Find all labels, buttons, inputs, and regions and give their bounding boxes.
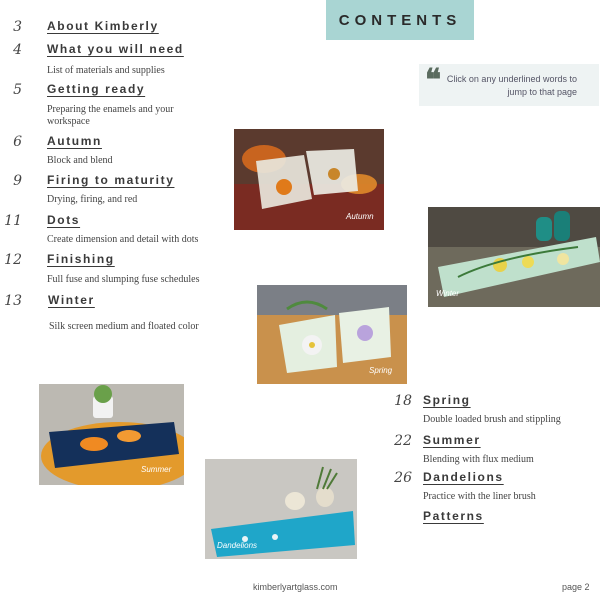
toc-page-number: 13 [4,293,22,309]
toc-item-getting-ready [0,82,300,132]
toc-item-finishing [0,252,250,288]
toc-link-what-you-will-need[interactable]: What you will need [47,42,184,56]
toc-description: Preparing the enamels and your workspace [47,104,174,127]
photo-caption: Spring [369,366,393,375]
photo-caption: Summer [141,465,172,474]
toc-link-patterns[interactable]: Patterns [423,509,484,523]
toc-item-what-you-will-need [0,42,300,78]
toc-link-dots[interactable]: Dots [47,213,81,227]
toc-link-about-kimberly[interactable]: About Kimberly [47,19,159,33]
toc-link-getting-ready[interactable]: Getting ready [47,82,146,96]
toc-page-number: 4 [13,42,22,58]
toc-item-dandelions [390,470,595,506]
page-title: CONTENTS [338,11,462,29]
toc-description: Blending with flux medium [423,454,534,465]
toc-description: Practice with the liner brush [423,491,536,502]
toc-item-winter [0,293,250,333]
toc-link-finishing[interactable]: Finishing [47,252,115,266]
photo-caption: Dandelions [217,541,258,550]
toc-description: Full fuse and slumping fuse schedules [47,274,200,285]
toc-link-autumn[interactable]: Autumn [47,134,102,148]
spring-photo-image [257,285,407,384]
photo-caption: Autumn [346,212,374,221]
tip-box [419,64,599,106]
winter-photo-image [428,207,600,307]
summer-photo [39,384,184,485]
toc-page-number: 18 [394,393,412,409]
toc-link-spring[interactable]: Spring [423,393,471,407]
toc-page-number: 3 [13,19,22,35]
toc-page-number: 22 [394,433,412,449]
footer-page-number: page 2 [562,582,590,592]
toc-page-number: 26 [394,470,412,486]
toc-item-autumn [0,134,230,170]
toc-description: Block and blend [47,155,113,166]
spring-photo [257,285,407,384]
toc-item-firing-to-maturity [0,173,230,209]
photo-caption: Winter [436,289,460,298]
toc-description: Double loaded brush and stippling [423,414,561,425]
autumn-photo [234,129,384,230]
contents-header [326,0,474,40]
toc-page-number: 6 [13,134,22,150]
winter-photo [428,207,600,307]
toc-link-dandelions[interactable]: Dandelions [423,470,504,484]
toc-description: Drying, firing, and red [47,194,138,205]
toc-item-spring [390,393,595,429]
toc-page-number: 11 [4,213,22,229]
toc-item-dots [0,213,250,249]
toc-item-about-kimberly [0,19,300,39]
dandelions-photo-image [205,459,357,559]
toc-link-winter[interactable]: Winter [48,293,95,307]
toc-link-summer[interactable]: Summer [423,433,481,447]
toc-page-number: 9 [13,173,22,189]
toc-description: List of materials and supplies [47,65,165,76]
toc-item-patterns [390,509,595,529]
summer-photo-image [39,384,184,485]
toc-description: Create dimension and detail with dots [47,234,199,245]
toc-description: Silk screen medium and floated color [49,321,199,332]
dandelions-photo [205,459,357,559]
tip-text: Click on any underlined words to jump to that page [446,74,577,97]
toc-item-summer [390,433,595,469]
autumn-photo-image [234,129,384,230]
toc-page-number: 5 [13,82,22,98]
toc-link-firing-to-maturity[interactable]: Firing to maturity [47,173,175,187]
toc-page-number: 12 [4,252,22,268]
quote-icon: ❝ [425,63,442,98]
footer-site: kimberlyartglass.com [253,582,338,592]
